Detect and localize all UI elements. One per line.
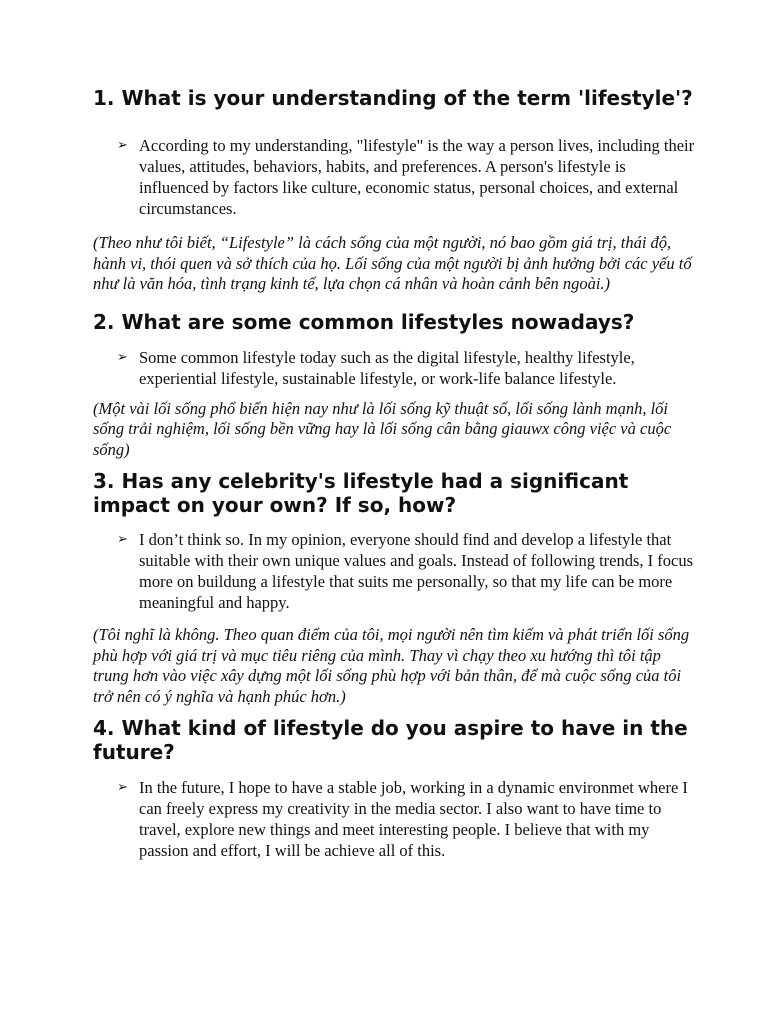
answer-3-bullet bbox=[117, 529, 696, 613]
answer-1-bullet bbox=[117, 135, 696, 219]
question-2-heading: 2. What are some common lifestyles nowadays? bbox=[93, 309, 635, 334]
answer-3-text: I don’t think so. In my opinion, everyone should find and develop a lifestyle that suitable with their own unique values and goals. Instead of following trends, I focus more on buildung a lifestyle that suits me personally, so that my life can be more meaningful and happy. bbox=[139, 530, 694, 612]
answer-4-bullet bbox=[117, 777, 696, 861]
translation-3-text: (Tôi nghĩ là không. Theo quan điểm của tôi, mọi người nên tìm kiếm và phát triển lối sống phù hợp với giá trị và mục tiêu riêng của mình. Thay vì chạy theo xu hướng thì tôi tập trung hơn vào việc xây dựng một lối sống phù hợp với bản thân, để mà cuộc sống của tôi trở nên có ý nghĩa và hạnh phúc hơn.) bbox=[93, 625, 690, 706]
translation-1-text: (Theo như tôi biết, “Lifestyle” là cách sống của một người, nó bao gồm giá trị, thái độ, hành vi, thói quen và sở thích của họ. Lối sống của một người bị ảnh hưởng bởi các yếu tố như là văn hóa, tình trạng kinh tế, lựa chọn cá nhân và hoàn cảnh bên ngoài.) bbox=[93, 233, 692, 293]
arrow-bullet-icon: ➢ bbox=[117, 532, 128, 547]
answer-2-bullet bbox=[117, 347, 696, 389]
question-4-heading: 4. What kind of lifestyle do you aspire to have in the future? bbox=[93, 716, 688, 764]
translation-2-text: (Một vài lối sống phổ biến hiện nay như là lối sống kỹ thuật số, lối sống lành mạnh, lối sống trải nghiệm, lối sống bền vững hay là lối sống cân bằng giauwx công việc và cuộc sống) bbox=[93, 398, 672, 459]
answer-2-text: Some common lifestyle today such as the digital lifestyle, healthy lifestyle, experiential lifestyle, sustainable lifestyle, or work-life balance lifestyle. bbox=[139, 347, 635, 388]
answer-1-text: According to my understanding, "lifestyle" is the way a person lives, including their values, attitudes, behaviors, habits, and preferences. A person's lifestyle is influenced by factors like culture, economic status, personal choices, and external circumstances. bbox=[139, 136, 695, 218]
arrow-bullet-icon: ➢ bbox=[117, 780, 128, 795]
arrow-bullet-icon: ➢ bbox=[117, 349, 128, 365]
question-3-heading: 3. Has any celebrity's lifestyle had a significant impact on your own? If so, how? bbox=[93, 469, 629, 517]
answer-4-text: In the future, I hope to have a stable job, working in a dynamic environmet where I can freely express my creativity in the media sector. I also want to have time to travel, explore new things and meet interesting people. I believe that with my passion and effort, I will be achieve all of this. bbox=[139, 778, 688, 860]
arrow-bullet-icon: ➢ bbox=[117, 138, 128, 153]
question-1-heading: 1. What is your understanding of the term 'lifestyle'? bbox=[93, 86, 693, 110]
